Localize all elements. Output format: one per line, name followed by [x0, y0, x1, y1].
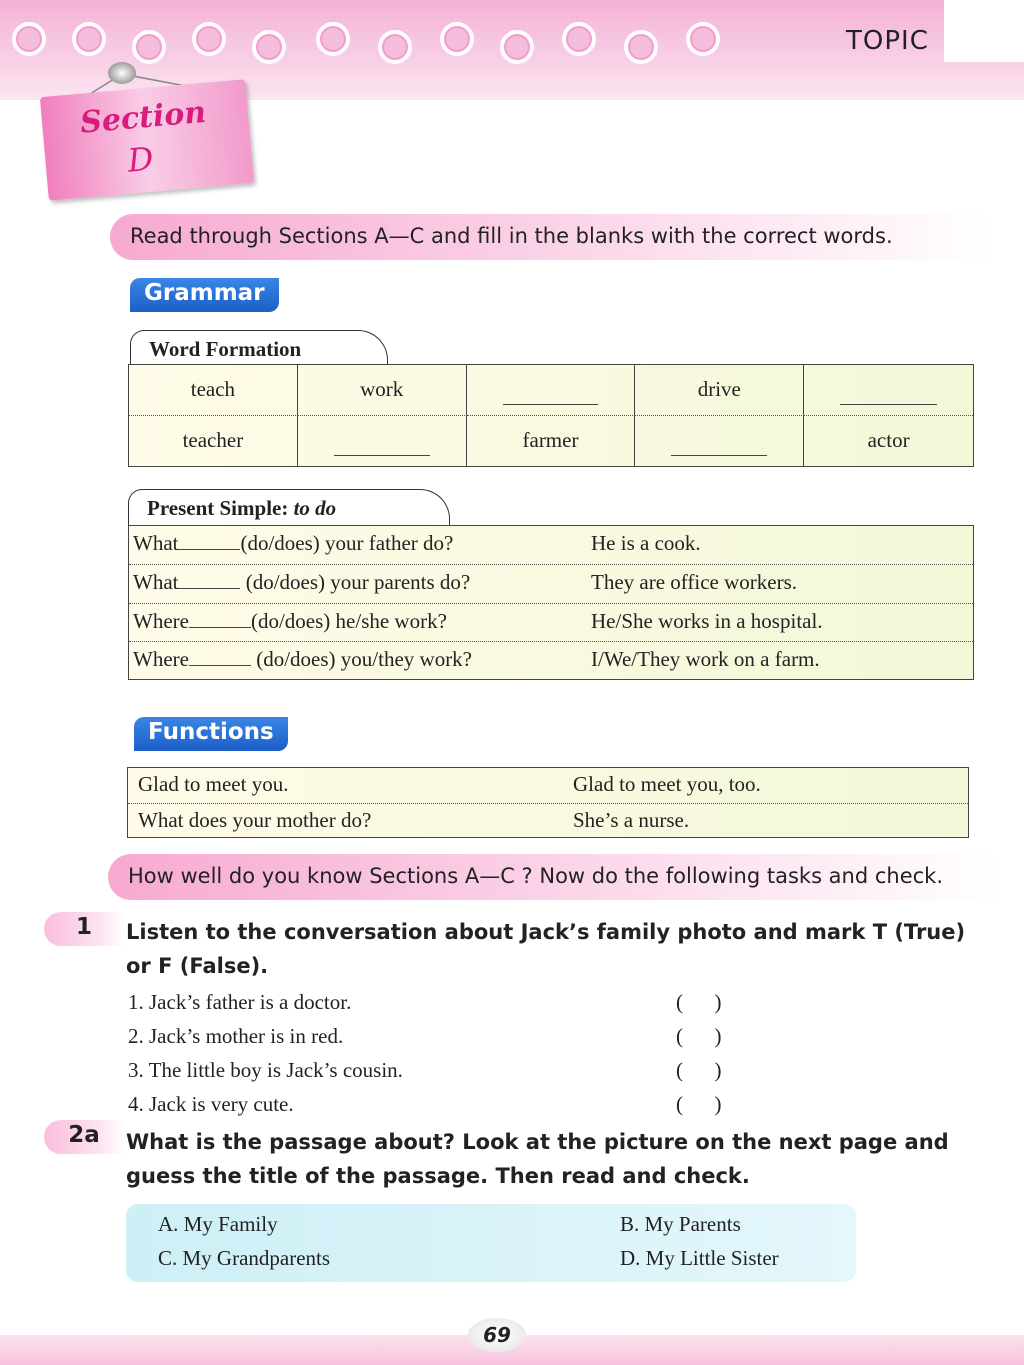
blank-line: [334, 455, 430, 456]
task2a-instruction: What is the passage about? Look at the picture on the next page and guess the title of the passage. Then read and check.: [126, 1130, 949, 1188]
answer-paren[interactable]: ( ): [676, 1058, 722, 1082]
grammar-label: Grammar: [130, 278, 279, 312]
instruction-bar-1: [110, 214, 990, 260]
decor-ring-icon: [624, 30, 658, 64]
section-word: Section: [78, 94, 208, 141]
blank-cell[interactable]: [298, 416, 467, 467]
list-item: 1. Jack’s father is a doctor.: [128, 990, 352, 1014]
options-box: [126, 1204, 856, 1282]
word-cell: teach: [129, 365, 298, 416]
table-row: What (do/does) your parents do? They are office workers.: [129, 565, 973, 604]
task-number-1: 1: [44, 912, 124, 946]
answer-paren[interactable]: ( ): [676, 990, 722, 1014]
word-cell: actor: [867, 427, 910, 452]
instruction-bar-2: [108, 854, 998, 900]
decor-ring-icon: [378, 30, 412, 64]
list-item: 3. The little boy is Jack’s cousin.: [128, 1058, 403, 1082]
blank-line: [503, 404, 599, 405]
option-d[interactable]: D. My Little Sister: [620, 1246, 779, 1270]
pin-icon: [108, 62, 136, 84]
blank-cell[interactable]: [804, 365, 973, 416]
option-a[interactable]: A. My Family: [158, 1212, 278, 1236]
list-item: 2. Jack’s mother is in red.: [128, 1024, 344, 1048]
list-item: 4. Jack is very cute.: [128, 1092, 294, 1116]
decor-ring-icon: [440, 22, 474, 56]
table-row: Where (do/does) he/she work? He/She works in a hospital.: [129, 604, 973, 643]
instruction-text-1: Read through Sections A—C and fill in the blanks with the correct words.: [130, 224, 893, 248]
word-cell: farmer: [467, 416, 636, 467]
functions-label: Functions: [134, 717, 288, 751]
decor-ring-icon: [562, 22, 596, 56]
word-formation-tab: Word Formation: [130, 330, 388, 366]
decor-ring-icon: [500, 30, 534, 64]
blank-line[interactable]: [189, 610, 251, 628]
task1-instruction: Listen to the conversation about Jack’s family photo and mark T (True) or F (False).: [126, 920, 966, 978]
blank-line[interactable]: [189, 648, 251, 666]
option-c[interactable]: C. My Grandparents: [158, 1246, 331, 1270]
blank-cell[interactable]: [635, 416, 804, 467]
blank-line[interactable]: [178, 532, 240, 550]
answer-paren[interactable]: ( ): [676, 1092, 722, 1116]
section-letter: D: [126, 139, 155, 180]
functions-table: [127, 767, 969, 838]
topic-box: [944, 0, 1024, 62]
word-formation-table: [128, 364, 974, 467]
blank-line: [840, 404, 937, 405]
topic-label: TOPIC: [846, 26, 929, 56]
decor-ring-icon: [686, 22, 720, 56]
word-cell: teacher: [129, 416, 298, 467]
blank-line: [671, 455, 767, 456]
decor-ring-icon: [316, 22, 350, 56]
word-cell: work: [298, 365, 467, 416]
blank-cell[interactable]: [467, 365, 636, 416]
page-number: 69: [468, 1318, 526, 1352]
instruction-text-2: How well do you know Sections A—C ? Now do the following tasks and check.: [128, 864, 944, 888]
answer-paren[interactable]: ( ): [676, 1024, 722, 1048]
table-row: Where (do/does) you/they work? I/We/They work on a farm.: [133, 647, 820, 672]
word-cell: drive: [635, 365, 804, 416]
table-row: Glad to meet you. Glad to meet you, too.: [128, 768, 968, 804]
task-number-2a: 2a: [44, 1120, 124, 1154]
option-b[interactable]: B. My Parents: [620, 1212, 741, 1236]
table-row: What (do/does) your father do? He is a cook.: [129, 526, 973, 565]
table-row: What does your mother do? She’s a nurse.: [138, 807, 690, 832]
section-sign: [40, 79, 254, 201]
present-simple-tab: Present Simple: to do: [128, 489, 450, 525]
present-simple-table: [128, 525, 974, 680]
blank-line[interactable]: [178, 571, 240, 589]
